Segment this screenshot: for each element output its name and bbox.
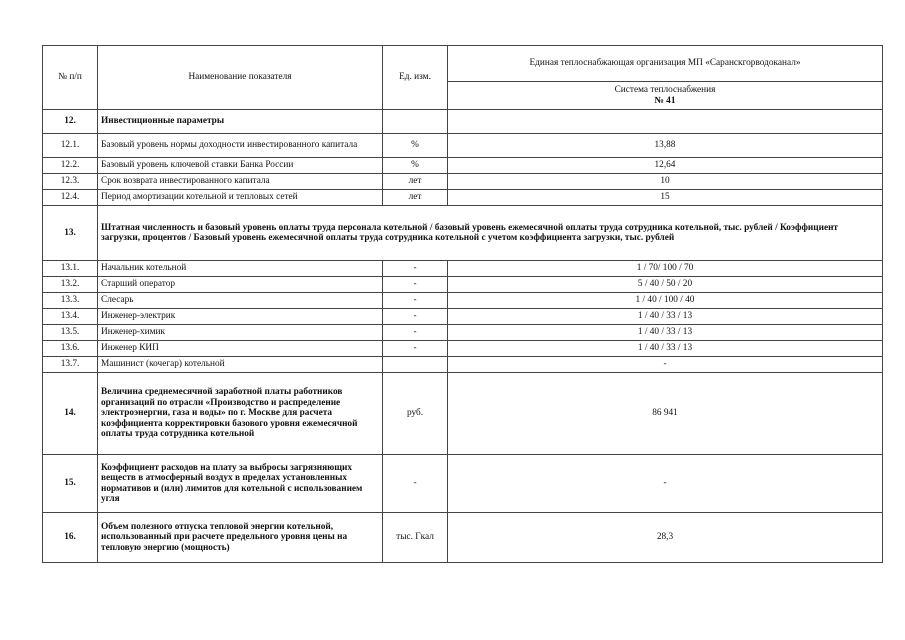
row-value: 1 / 40 / 33 / 13 <box>448 309 883 325</box>
table-row <box>43 455 883 513</box>
table-row <box>43 190 883 206</box>
row-unit: - <box>383 341 448 357</box>
table-row <box>43 261 883 277</box>
table-row <box>43 373 883 455</box>
row-value: 10 <box>448 174 883 190</box>
row-num: 16. <box>43 513 98 563</box>
header-unit: Ед. изм. <box>383 46 448 110</box>
row-name: Инвестиционные параметры <box>98 110 383 134</box>
table-row <box>43 158 883 174</box>
row-name: Начальник котельной <box>98 261 383 277</box>
row-value: 1 / 70/ 100 / 70 <box>448 261 883 277</box>
row-num: 12.4. <box>43 190 98 206</box>
row-value: 1 / 40 / 33 / 13 <box>448 325 883 341</box>
header-name: Наименование показателя <box>98 46 383 110</box>
table-row <box>43 277 883 293</box>
header-system-line1: Система теплоснабжения <box>614 85 716 96</box>
row-num: 13.4. <box>43 309 98 325</box>
row-unit: лет <box>383 190 448 206</box>
row-num: 12. <box>43 110 98 134</box>
table-row <box>43 293 883 309</box>
row-name: Инженер-электрик <box>98 309 383 325</box>
table-row <box>43 513 883 563</box>
row-value <box>448 110 883 134</box>
row-unit: - <box>383 293 448 309</box>
row-name: Старший оператор <box>98 277 383 293</box>
row-unit: - <box>383 455 448 513</box>
table-row <box>43 357 883 373</box>
row-unit: - <box>383 261 448 277</box>
row-value: 12,64 <box>448 158 883 174</box>
row-unit: руб. <box>383 373 448 455</box>
row-name: Величина среднемесячной заработной платы работников организаций по отрасли «Производство и распределение электроэнергии, газа и воды» по г. Москве для расчета коэффициента корректировки базового уровня ежемесячной оплаты труда сотрудника котельной <box>98 373 383 455</box>
row-name: Объем полезного отпуска тепловой энергии котельной, использованный при расчете предельного уровня цены на тепловую энергию (мощность) <box>98 513 383 563</box>
row-num: 12.2. <box>43 158 98 174</box>
table-row <box>43 341 883 357</box>
row-unit: - <box>383 309 448 325</box>
row-name: Штатная численность и базовый уровень оплаты труда персонала котельной / базовый уровень ежемесячной оплаты труда сотрудника котельной, тыс. рублей / Коэффициент загрузки, процентов / Базовый уровень ежемесячной оплаты труда сотрудника котельной с учетом коэффициента загрузки, тыс. рублей <box>98 206 883 261</box>
row-name: Слесарь <box>98 293 383 309</box>
row-num: 15. <box>43 455 98 513</box>
row-num: 13.6. <box>43 341 98 357</box>
row-num: 13.1. <box>43 261 98 277</box>
row-value: 28,3 <box>448 513 883 563</box>
row-unit: % <box>383 134 448 158</box>
row-value: 5 / 40 / 50 / 20 <box>448 277 883 293</box>
row-name: Период амортизации котельной и тепловых сетей <box>98 190 383 206</box>
row-name: Базовый уровень ключевой ставки Банка России <box>98 158 383 174</box>
row-num: 13.3. <box>43 293 98 309</box>
row-num: 12.1. <box>43 134 98 158</box>
row-name: Срок возврата инвестированного капитала <box>98 174 383 190</box>
row-value: 13,88 <box>448 134 883 158</box>
row-unit: - <box>383 325 448 341</box>
row-num: 13. <box>43 206 98 261</box>
header-system <box>448 82 883 110</box>
row-num: 12.3. <box>43 174 98 190</box>
header-org: Единая теплоснабжающая организация МП «Саранскгорводоканал» <box>448 46 883 82</box>
row-unit <box>383 110 448 134</box>
header-system-line2: № 41 <box>654 95 676 106</box>
row-value: - <box>448 455 883 513</box>
row-name: Базовый уровень нормы доходности инвестированного капитала <box>98 134 383 158</box>
row-value: - <box>448 357 883 373</box>
row-unit: % <box>383 158 448 174</box>
indicators-table <box>42 45 883 563</box>
row-unit: лет <box>383 174 448 190</box>
row-name: Инженер-химик <box>98 325 383 341</box>
table-row <box>43 110 883 134</box>
row-value: 86 941 <box>448 373 883 455</box>
row-value: 1 / 40 / 33 / 13 <box>448 341 883 357</box>
table-row <box>43 174 883 190</box>
table-row <box>43 206 883 261</box>
row-name: Инженер КИП <box>98 341 383 357</box>
table-row <box>43 325 883 341</box>
row-num: 13.5. <box>43 325 98 341</box>
row-num: 14. <box>43 373 98 455</box>
table-row <box>43 309 883 325</box>
table-header-row <box>43 46 883 82</box>
row-name: Машинист (кочегар) котельной <box>98 357 383 373</box>
row-unit <box>383 357 448 373</box>
row-unit: тыс. Гкал <box>383 513 448 563</box>
row-name: Коэффициент расходов на плату за выбросы загрязняющих веществ в атмосферный воздух в пределах установленных нормативов и (или) лимитов для котельной с использованием угля <box>98 455 383 513</box>
row-num: 13.7. <box>43 357 98 373</box>
row-num: 13.2. <box>43 277 98 293</box>
row-value: 1 / 40 / 100 / 40 <box>448 293 883 309</box>
header-num: № п/п <box>43 46 98 110</box>
row-unit: - <box>383 277 448 293</box>
table-row <box>43 134 883 158</box>
row-value: 15 <box>448 190 883 206</box>
